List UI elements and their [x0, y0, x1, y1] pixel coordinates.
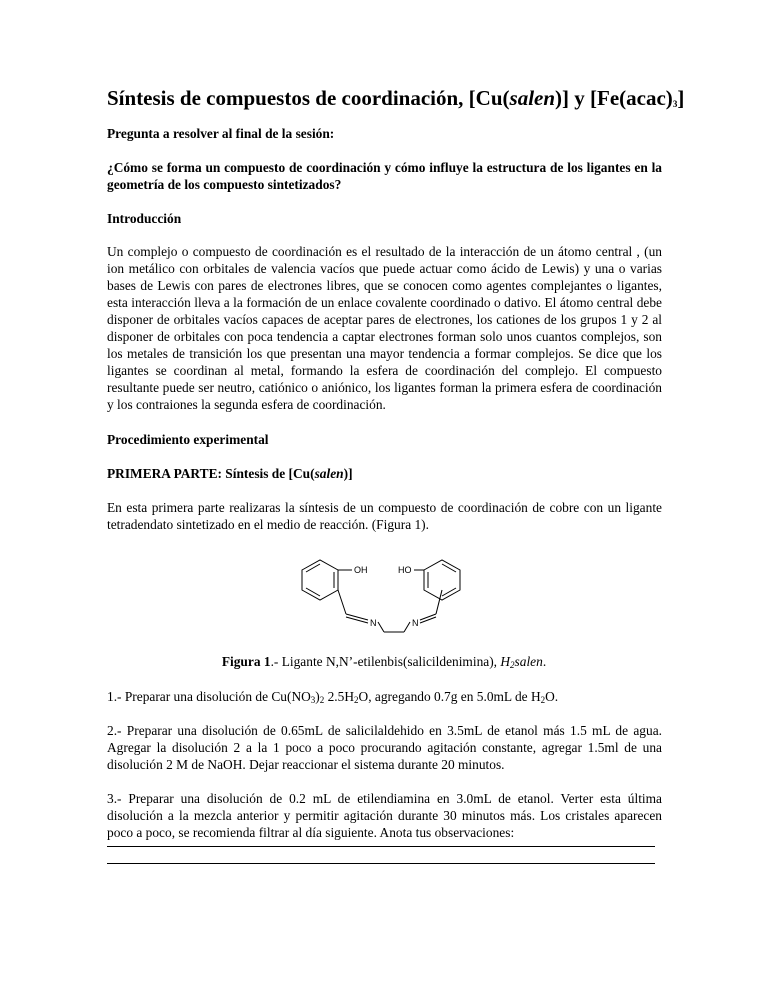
label-n-right: N — [412, 618, 419, 628]
label-oh: OH — [354, 565, 368, 575]
question-heading: Pregunta a resolver al final de la sesión: — [107, 126, 335, 141]
label-n-left: N — [370, 618, 377, 628]
intro-heading: Introducción — [107, 211, 182, 226]
title-text-end: ] — [677, 86, 685, 110]
observation-line-1 — [107, 846, 655, 847]
step-3: 3.- Preparar una disolución de 0.2 mL de etilendiamina en 3.0mL de etanol. Verter esta última disolución a la mezcla anterior y permitir agitación durante 30 minutos más. Los cristales aparecen poco a poco, se recomienda filtrar al día siguiente. Anota tus observaciones: — [107, 791, 662, 840]
left-benzene-ring — [302, 560, 338, 600]
title-text: Síntesis de compuestos de coordinación, [Cu( — [107, 86, 510, 110]
step-2: 2.- Preparar una disolución de 0.65mL de salicilaldehido en 3.5mL de etanol más 1.5 mL de agua. Agregar la disolución 2 a la 1 poco a poco procurando agitación constante, agregar 1.5ml de una disolución 2 M de NaOH. Dejar reaccionar el sistema durante 20 minutos. — [107, 723, 662, 772]
title-salen: salen — [509, 86, 556, 110]
figure-caption: Figura 1.- Ligante N,N’-etilenbis(salicildenimina), $H_2salen$. — [221, 654, 547, 670]
part1-text: En esta primera parte realizaras la síntesis de un compuesto de coordinación de cobre con un ligante tetradendato sintetizado en el medio de reacción. (Figura 1). — [107, 500, 662, 532]
step-1: 1.- Preparar una disolución de $Cu(NO_3)_2$ $2.5H_2O$, agregando 0.7g en 5.0mL de $H_2O$. — [107, 689, 559, 705]
question-text: ¿Cómo se forma un compuesto de coordinación y cómo influye la estructura de los ligantes en la geometría de los compuesto sintetizados? — [107, 160, 662, 192]
ligand-structure-figure — [286, 558, 466, 646]
document-title — [107, 86, 707, 111]
label-ho: HO — [398, 565, 412, 575]
title-text-mid: )] y [Fe(acac) — [555, 86, 673, 110]
observation-line-2 — [107, 863, 655, 864]
title-subscript: 3 — [672, 99, 678, 109]
intro-text: Un complejo o compuesto de coordinación es el resultado de la interacción de un átomo central , (un ion metálico con orbitales de valencia vacíos que puede actuar como ácido de Lewis) y una o varias bases de Lewis con pares de electrones libres, que se conocen como agentes complejantes o ligantes, esta interacción lleva a la formación de un enlace covalente coordinado o dativo. El átomo central debe disponer de orbitales vacíos capaces de aceptar pares de electrones, los cationes de los grupos 1 y 2 al disponer de orbitales con poca tendencia a captar electrones forman solo unos cuantos complejos, son los metales de transición los que presentan una mayor tendencia a formar complejos. Se dice que los ligantes se coordinan al metal, formando la esfera de coordinación del complejo. El compuesto resultante puede ser neutro, catiónico o aniónico, los ligantes forman la primera esfera de coordinación y los contraiones la segunda esfera de coordinación. — [107, 244, 662, 412]
part1-heading: PRIMERA PARTE: Síntesis de [Cu(salen)] — [107, 466, 353, 481]
salen-structure-diagram — [286, 558, 466, 646]
right-benzene-ring — [424, 560, 460, 600]
procedure-heading: Procedimiento experimental — [107, 432, 269, 447]
